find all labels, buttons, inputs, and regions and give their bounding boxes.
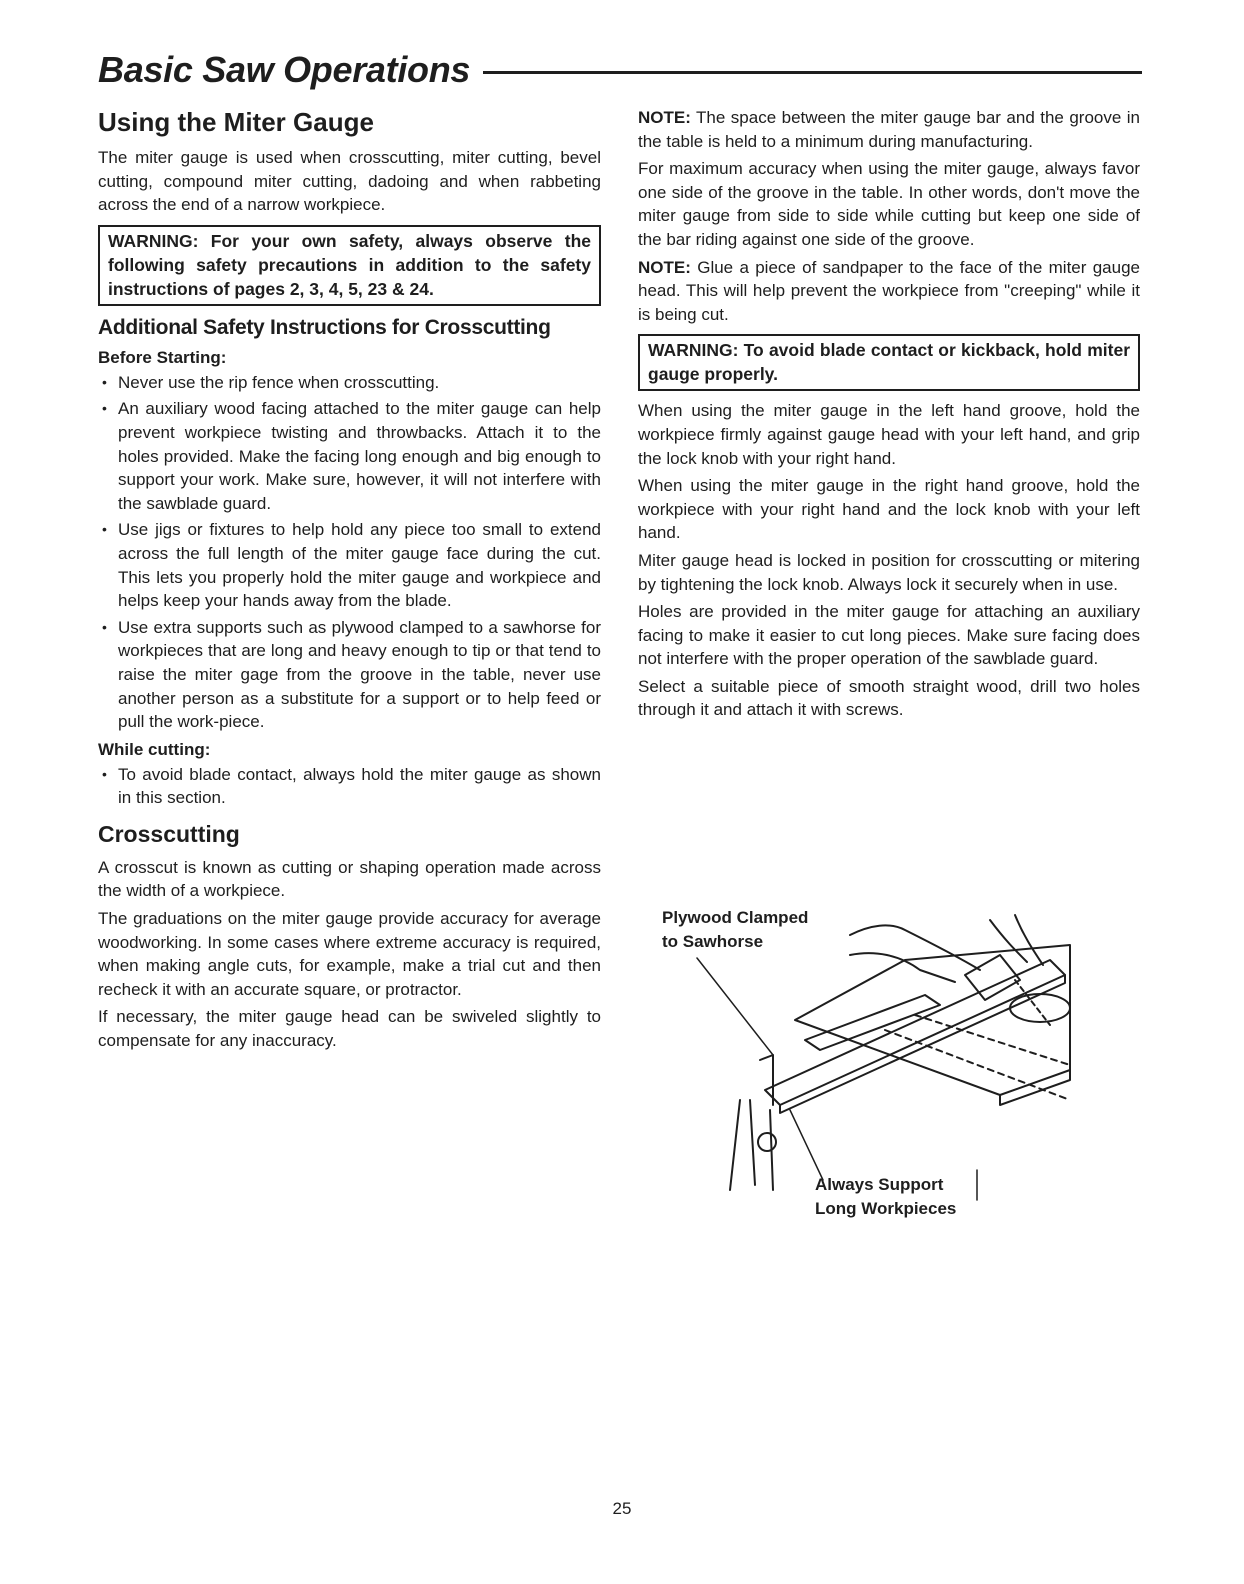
note-sandpaper [638,256,1140,327]
list-item-text: An auxiliary wood facing attached to the miter gauge can help prevent workpiece twisting and throwbacks. Attach it to the holes provided. Make the facing long enough and big enough to support your work. Make sure, however, it will not interfere with the sawblade guard. [118,399,601,513]
bullet-icon: • [102,618,107,635]
note-label: NOTE: [638,108,691,127]
list-item-text: Use jigs or fixtures to help hold any piece too small to extend across the full length of the miter gauge face during the cut. This lets you properly hold the miter gauge and workpiece and helps keep your hands away from the blade. [118,520,601,611]
list-item [98,397,601,515]
select-wood-paragraph: Select a suitable piece of smooth straight wood, drill two holes through it and attach it with screws. [638,676,1140,720]
page-title: Basic Saw Operations [98,49,471,90]
figure-label-support-line2: Long Workpieces [815,1199,957,1218]
right-column [638,106,1140,726]
left-column [98,106,601,1057]
right-groove-paragraph: When using the miter gauge in the right hand groove, hold the workpiece with your right hand and the lock knob with your left hand. [638,476,1140,543]
subsection-title-safety: Additional Safety Instructions for Crosscutting [98,315,551,339]
note-text: Glue a piece of sandpaper to the face of the miter gauge head. This will help prevent the workpiece from "creeping" while it is being cut. [638,257,1140,324]
bullet-icon: • [102,765,107,782]
list-item [98,371,601,395]
crosscut-paragraph-3: If necessary, the miter gauge head can be swiveled slightly to compensate for any inaccuracy. [98,1007,601,1051]
before-starting-label: Before Starting: [98,347,227,367]
facing-holes-paragraph: Holes are provided in the miter gauge for attaching an auxiliary facing to make it easier to cut long pieces. Make sure facing does not interfere with the proper operation of the sawblade guard. [638,602,1140,669]
bullet-icon: • [102,373,107,390]
figure-label-plywood-line2: to Sawhorse [662,932,764,951]
page-header [98,48,1142,98]
note-label: NOTE: [638,257,691,277]
list-item-text: Use extra supports such as plywood clamped to a sawhorse for workpieces that are long and heavy enough to tip or that tend to raise the miter gage from the groove in the table, never use another person as a substitute for a support or to help feed or pull the work-piece. [118,617,601,732]
header-rule [483,71,1142,74]
bullet-icon: • [102,400,107,417]
crosscut-illustration [655,900,1085,1230]
accuracy-paragraph: For maximum accuracy when using the miter gauge, always favor one side of the groove in the table. In other words, don't move the miter gauge from side to side while cutting but keep one side of the bar riding against one side of the groove. [638,159,1140,249]
list-item [98,616,601,734]
while-cutting-list [98,763,601,810]
page-number: 25 [612,1499,632,1518]
before-starting-list [98,371,601,734]
figure-label-plywood-line1: Plywood Clamped [662,908,809,927]
section-title-crosscutting: Crosscutting [98,820,240,847]
list-item-text: Never use the rip fence when crosscutting. [118,372,440,392]
kickback-warning-box: WARNING: To avoid blade contact or kickback, hold miter gauge properly. [638,334,1140,391]
note-text: The space between the miter gauge bar and the groove in the table is held to a minimum during manufacturing. [638,108,1140,151]
crosscut-paragraph-1: A crosscut is known as cutting or shaping operation made across the width of a workpiece. [98,857,601,901]
lock-knob-paragraph: Miter gauge head is locked in position for crosscutting or mitering by tightening the lock knob. Always lock it securely when in use. [638,550,1140,594]
list-item-text: To avoid blade contact, always hold the miter gauge as shown in this section. [118,764,601,808]
list-item [98,763,601,810]
figure-label-support-line1: Always Support [815,1175,944,1194]
intro-paragraph: The miter gauge is used when crosscutting, miter cutting, bevel cutting, compound miter cutting, dadoing and when rabbeting across the end of a narrow workpiece. [98,148,601,215]
safety-warning-box: WARNING: For your own safety, always observe the following safety precautions in addition to the safety instructions of pages 2, 3, 4, 5, 23 & 24. [98,225,601,306]
note-gauge-bar [638,106,1140,153]
crosscut-paragraph-2: The graduations on the miter gauge provide accuracy for average woodworking. In some cases where extreme accuracy is required, when making angle cuts, for example, make a trial cut and then recheck it with an accurate square, or protractor. [98,909,601,999]
left-groove-paragraph: When using the miter gauge in the left hand groove, hold the workpiece firmly against gauge head with your left hand, and grip the lock knob with your right hand. [638,401,1140,468]
while-cutting-label: While cutting: [98,739,211,759]
list-item [98,518,601,612]
section-title-miter-gauge: Using the Miter Gauge [98,107,374,137]
bullet-icon: • [102,521,107,538]
